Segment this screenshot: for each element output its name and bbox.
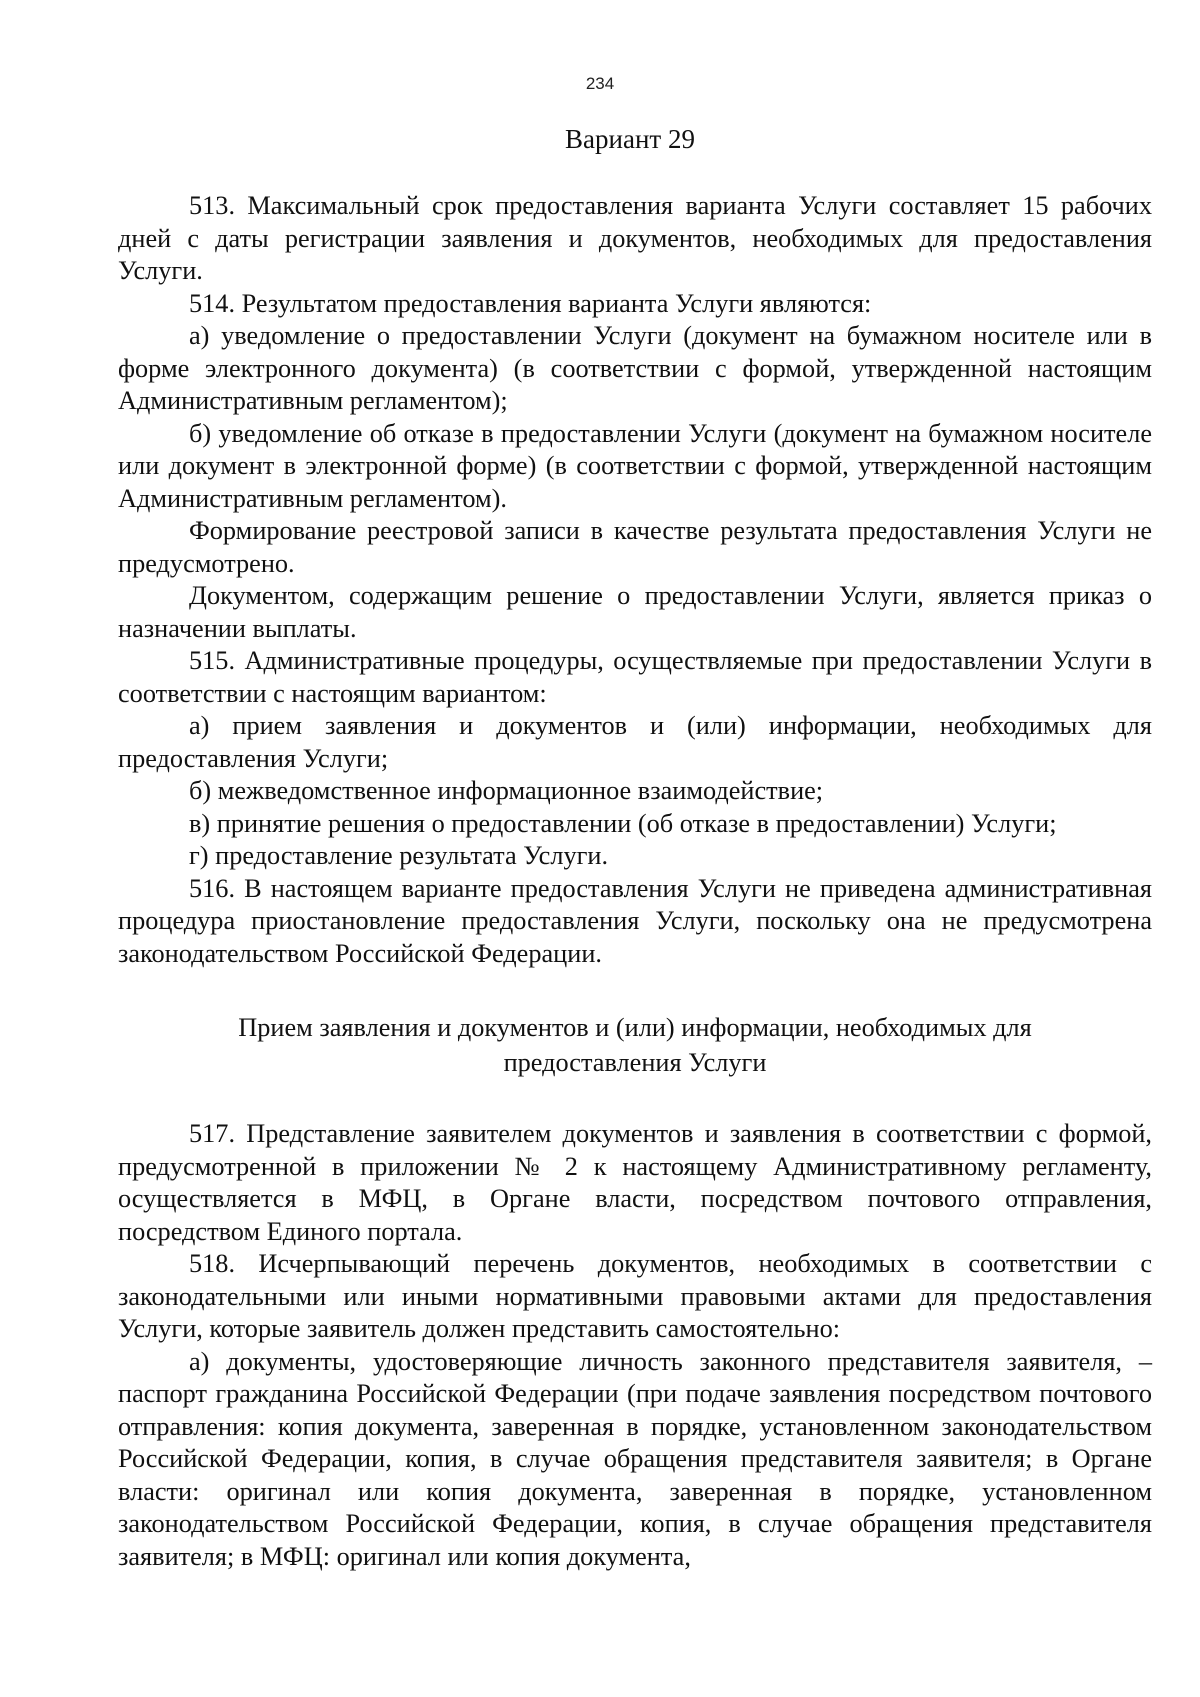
paragraph-518: 518. Исчерпывающий перечень документов, необходимых в соответствии с законодательными или иными нормативными правовыми актами для предоставления Услуги, которые заявитель должен представить самостоятельно:: [118, 1249, 1152, 1343]
paragraph-517: 517. Представление заявителем документов и заявления в соответствии с формой, предусмотренной в приложении № 2 к настоящему Административному регламенту, осуществляется в МФЦ, в Органе власти, посредством почтового отправления, посредством Единого портала.: [118, 1119, 1152, 1246]
paragraph-516: 516. В настоящем варианте предоставления Услуги не приведена административная процедура приостановление предоставления Услуги, поскольку она не предусмотрена законодательством Российской Федерации.: [118, 873, 1152, 968]
paragraph-514-registry: Формирование реестровой записи в качестве результата предоставления Услуги не предусмотрено.: [118, 516, 1152, 578]
section-heading-line-2: предоставления Услуги: [503, 1048, 767, 1077]
paragraph-514-decision: Документом, содержащим решение о предоставлении Услуги, является приказ о назначении выплаты.: [118, 581, 1152, 643]
paragraph-518-a: а) документы, удостоверяющие личность законного представителя заявителя, – паспорт гражданина Российской Федерации (при подаче заявления посредством почтового отправления: копия документа, заверенная в порядке, установленном законодательством Российской Федерации, копия, в случае обращения представителя заявителя; в Органе власти: оригинал или копия документа, заверенная в порядке, установленном законодательством Российской Федерации, копия, в случае обращения представителя заявителя; в МФЦ: оригинал или копия документа,: [118, 1346, 1152, 1571]
paragraph-515-c: в) принятие решения о предоставлении (об отказе в предоставлении) Услуги;: [189, 808, 1057, 838]
variant-title: Вариант 29: [565, 124, 695, 154]
page-number: 234: [585, 74, 615, 93]
paragraph-514-a: а) уведомление о предоставлении Услуги (документ на бумажном носителе или в форме электронного документа) (в соответствии с формой, утвержденной настоящим Административным регламентом);: [118, 321, 1152, 415]
paragraph-514: 514. Результатом предоставления варианта Услуги являются:: [189, 288, 872, 318]
document-body: [118, 190, 1152, 1573]
paragraph-513: 513. Максимальный срок предоставления варианта Услуги составляет 15 рабочих дней с даты регистрации заявления и документов, необходимых для предоставления Услуги.: [118, 191, 1152, 285]
paragraph-514-b: б) уведомление об отказе в предоставлении Услуги (документ на бумажном носителе или документ в электронной форме) (в соответствии с формой, утвержденной настоящим Административным регламентом).: [118, 418, 1152, 513]
paragraph-515: 515. Административные процедуры, осуществляемые при предоставлении Услуги в соответствии с настоящим вариантом:: [118, 646, 1152, 708]
section-heading: [118, 1010, 1152, 1080]
paragraph-515-d: г) предоставление результата Услуги.: [189, 841, 609, 870]
paragraph-515-a: а) прием заявления и документов и (или) информации, необходимых для предоставления Услуги;: [118, 711, 1152, 773]
section-heading-line-1: Прием заявления и документов и (или) информации, необходимых для: [238, 1013, 1032, 1042]
paragraph-515-b: б) межведомственное информационное взаимодействие;: [189, 776, 824, 805]
